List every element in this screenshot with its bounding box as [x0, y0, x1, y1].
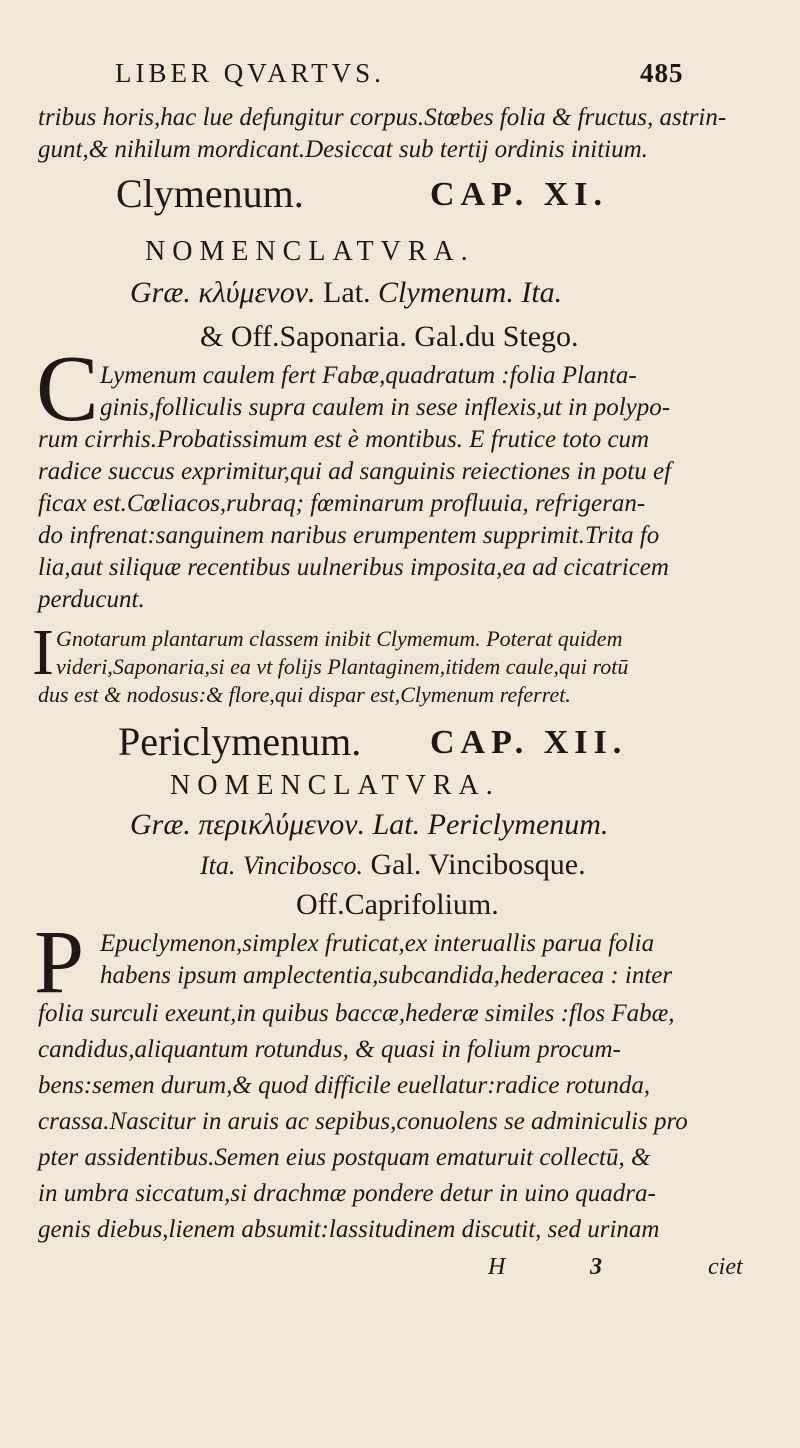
paragraph-line: do infrenat:sanguinem naribus erumpentem supprimit.Trita fo	[38, 522, 660, 549]
annotation-line: videri,Saponaria,si ea vt folijs Plantaginem,itidem caule,qui rotū	[56, 654, 629, 679]
signature-mark: H	[488, 1254, 506, 1280]
paragraph-line: folia surculi exeunt,in quibus baccæ,hederæ similes :flos Fabæ,	[38, 1000, 675, 1027]
paragraph-line: Ериclymenon,simplex fruticat,ex interuallis parua folia	[100, 930, 655, 957]
drop-cap-c: C	[36, 337, 99, 441]
signature-number: 3	[590, 1254, 602, 1280]
annotation-line: Gnotarum plantarum classem inibit Clymemum. Poterat quidem	[56, 626, 623, 651]
paragraph-line: Lymenum caulem fert Fabæ,quadratum :folia Planta-	[100, 362, 637, 389]
synonyms-line-1: Græ. περικλύμενον. Lat. Periclymenum.	[130, 808, 609, 841]
nomenclatura-heading: NOMENCLATVRA.	[145, 236, 475, 267]
paragraph-line: in umbra siccatum,si drachmæ pondere detur in uino quadra-	[38, 1180, 656, 1207]
paragraph-line: bens:semen durum,& quod difficile euellatur:radice rotunda,	[38, 1072, 651, 1099]
paragraph-line: radice succus exprimitur,qui ad sanguinis reiectiones in potu ef	[38, 458, 672, 485]
running-head: LIBER QVARTVS.	[115, 58, 385, 88]
paragraph-line: perducunt.	[38, 586, 145, 613]
page-number: 485	[640, 58, 684, 88]
chapter-title-clymenum: Clymenum.	[116, 171, 304, 216]
catchword: ciet	[708, 1254, 743, 1280]
chapter-title-periclymenum: Periclymenum.	[118, 719, 362, 764]
paragraph-line: lia,aut siliquæ recentibus uulneribus imposita,ea ad cicatricem	[38, 554, 669, 581]
synonyms-line-2: Ita. Vincibosco. Gal. Vincibosque.	[200, 848, 586, 881]
synonyms-line-2: & Off.Saponaria. Gal.du Stego.	[200, 320, 579, 353]
synonyms-line-3: Off.Caprifolium.	[296, 888, 499, 921]
drop-cap-i: I	[32, 616, 54, 689]
intro-line-2: gunt,& nihilum mordicant.Desiccat sub tertij ordinis initium.	[38, 136, 648, 163]
paragraph-line: rum cirrhis.Probatissimum est è montibus. E frutice toto cum	[38, 426, 650, 453]
intro-line-1: tribus horis,hac lue defungitur corpus.Stœbes folia & fructus, astrin-	[38, 104, 727, 131]
drop-cap-p: P	[34, 913, 85, 1012]
paragraph-line: habens ipsum amplectentia,subcandida,hederacea : inter	[100, 962, 673, 989]
paragraph-line: crassa.Nascitur in aruis ac sepibus,conuolens se adminiculis pro	[38, 1108, 688, 1135]
chapter-number-xii: CAP. XII.	[430, 724, 628, 761]
paragraph-line: ginis,folliculis supra caulem in sese inflexis,ut in polypo-	[100, 394, 671, 421]
paragraph-line: pter assidentibus.Semen eius postquam ematuruit collectū, &	[38, 1144, 651, 1171]
annotation-line: dus est & nodosus:& flore,qui dispar est,Clymenum referret.	[38, 682, 571, 707]
chapter-number-xi: CAP. XI.	[430, 176, 609, 213]
synonyms-line-1: Græ. κλύμενον. Lat. Clymenum. Ita.	[130, 276, 563, 309]
paragraph-line: candidus,aliquantum rotundus, & quasi in folium procum-	[38, 1036, 621, 1063]
paragraph-line: ficax est.Cœliacos,rubraq; fœminarum profluuia, refrigeran-	[38, 490, 646, 517]
paragraph-line: genis diebus,lienem absumit:lassitudinem discutit, sed urinam	[38, 1216, 660, 1243]
nomenclatura-heading: NOMENCLATVRA.	[170, 770, 500, 801]
